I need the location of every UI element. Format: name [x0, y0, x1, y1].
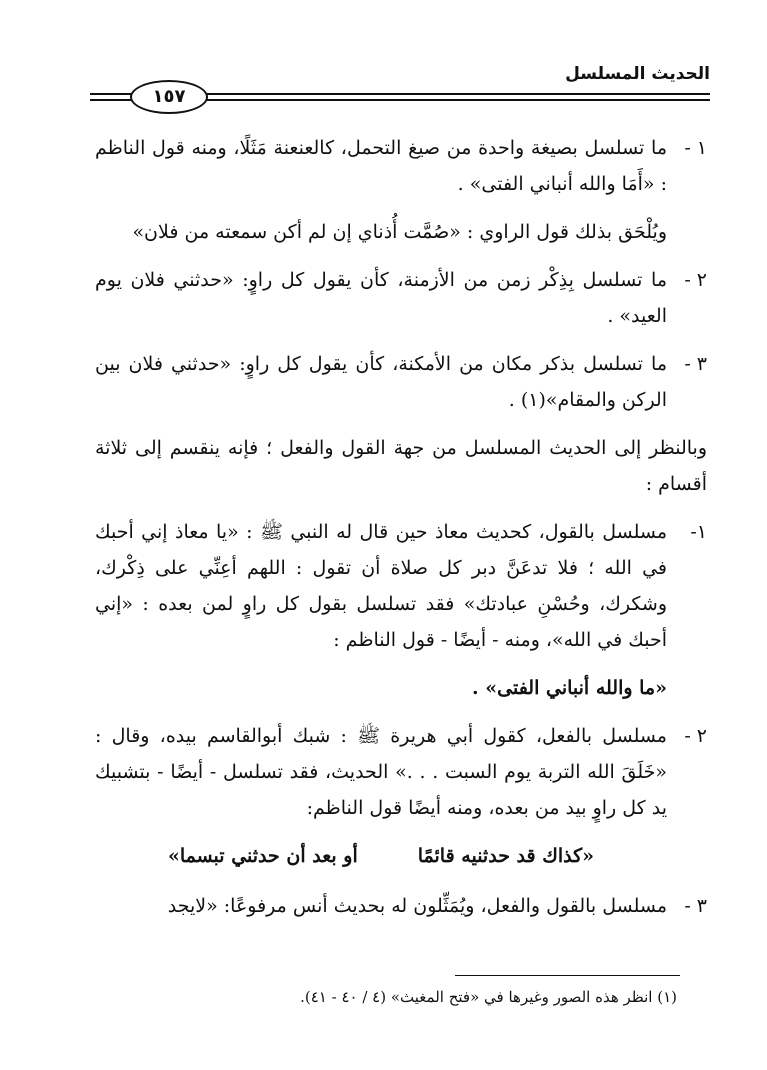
footnote-rule — [455, 975, 680, 976]
verse-second-hemistich: أو بعد أن حدثني تبسما» — [167, 845, 358, 867]
list-item — [95, 346, 707, 418]
list-item — [95, 262, 707, 334]
header-rule — [204, 99, 710, 101]
item-text: ما تسلسل بِذِكْر زمن من الأزمنة، كأن يقول كل راوٍ: «حدثني فلان يوم العيد» . — [95, 269, 667, 327]
footnote: (١) انظر هذه الصور وغيرها في «فتح المغيث» (٤ / ٤٠ - ٤١). — [300, 988, 677, 1006]
item-number: ١ - — [684, 137, 707, 159]
page-header — [90, 58, 710, 118]
item-number: ٢ - — [684, 725, 707, 747]
item-text: مسلسل بالقول والفعل، ويُمَثِّلون له بحديث أنس مرفوعًا: «لايجد — [167, 895, 667, 917]
item-number: ٣ - — [684, 895, 707, 917]
item-number: ٢ - — [684, 269, 707, 291]
list-item — [95, 130, 707, 202]
header-rule — [90, 99, 132, 101]
header-rule — [90, 93, 132, 95]
verse — [95, 838, 707, 874]
paragraph: وبالنظر إلى الحديث المسلسل من جهة القول والفعل ؛ فإنه ينقسم إلى ثلاثة أقسام : — [95, 437, 707, 495]
header-rule — [204, 93, 710, 95]
list-item — [95, 514, 707, 658]
list-item — [95, 718, 707, 826]
page-body — [95, 130, 707, 936]
paragraph: ويُلْحَق بذلك قول الراوي : «صُمَّت أُذناي إن لم أكن سمعته من فلان» — [132, 221, 667, 243]
item-number: ١- — [690, 521, 707, 543]
list-item — [95, 888, 707, 924]
running-title: الحديث المسلسل — [565, 64, 710, 84]
item-text: ما تسلسل بذكر مكان من الأمكنة، كأن يقول كل راوٍ: «حدثني فلان بين الركن والمقام»(١) . — [95, 353, 667, 411]
page-number: ١٥٧ — [130, 80, 208, 114]
item-text: مسلسل بالقول، كحديث معاذ حين قال له النبي ﷺ : «يا معاذ إني أحبك في الله ؛ فلا تدعَنَّ دبر كل صلاة أن تقول : اللهم أعِنِّي على ذِكْرك، وشكرك، وحُسْنِ عبادتك» فقد تسلسل بقول كل راوٍ لمن بعده : «إني أحبك في الله»، ومنه - أيضًا - قول الناظم : — [95, 521, 667, 651]
item-number: ٣ - — [684, 353, 707, 375]
item-text: ما تسلسل بصيغة واحدة من صيغ التحمل، كالعنعنة مَثَلًا، ومنه قول الناظم : «أَمَا والله أنباني الفتى» . — [95, 137, 667, 195]
quote-line: «ما والله أنباني الفتى» . — [472, 677, 667, 699]
item-text: مسلسل بالفعل، كقول أبي هريرة ﷺ : شبك أبوالقاسم بيده، وقال : «خَلَقَ الله التربة يوم السبت . . .» الحديث، فقد تسلسل - أيضًا - بتشبيك يد كل راوٍ بيد من بعده، ومنه أيضًا قول الناظم: — [95, 725, 667, 819]
verse-first-hemistich: «كذاك قد حدثنيه قائمًا — [417, 845, 595, 867]
